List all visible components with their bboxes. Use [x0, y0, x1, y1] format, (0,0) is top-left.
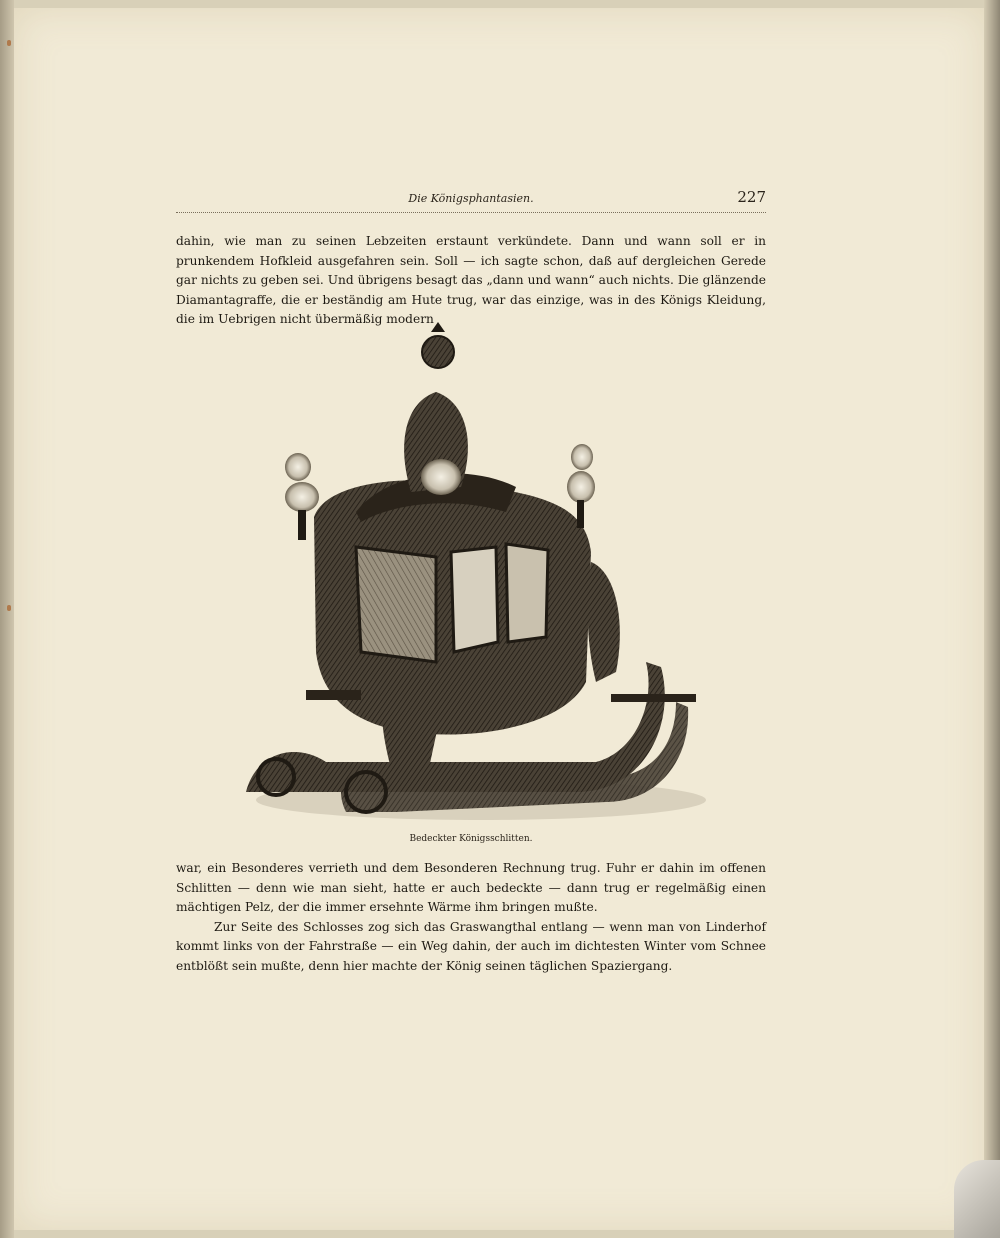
paragraph: dahin, wie man zu seinen Lebzeiten erstaunt verkündete. Dann und wann soll er in prunkendem Hofkleid ausgefahren sein. Soll — ich sagte schon, daß auf dergleichen Gerede gar nichts zu geben sei. Und übrigens besagt das „dann und wann“ auch nichts. Die glänzende Diamantagraffe, die er beständig am Hute trug, war das einzige, was in des Königs Kleidung, die im Uebrigen nicht übermäßig modern — [176, 234, 766, 326]
page-number: 227 — [737, 188, 766, 206]
paragraph: Zur Seite des Schlosses zog sich das Graswangthal entlang — wenn man von Linderhof kommt links von der Fahrstraße — ein Weg dahin, der auch im dichtesten Winter vom Schnee entblößt sein mußte, denn hier machte der König seinen täglichen Spaziergang. — [176, 919, 766, 973]
text-block-top — [176, 232, 766, 330]
binding-edge — [0, 0, 14, 1238]
page-edge-right — [984, 0, 1000, 1238]
figure-caption: Bedeckter Königsschlitten. — [409, 834, 533, 844]
running-head — [176, 188, 766, 213]
text-block-bottom — [176, 859, 766, 976]
sleigh-illustration — [236, 322, 706, 828]
page-corner-curl — [954, 1160, 1000, 1238]
running-title: Die Königsphantasien. — [408, 192, 534, 205]
paragraph: war, ein Besonderes verrieth und dem Besonderen Rechnung trug. Fuhr er dahin im offenen Schlitten — denn wie man sieht, hatte er auch bedeckte — dann trug er regelmäßig einen mächtigen Pelz, der die immer ersehnte Wärme ihm bringen mußte. — [176, 861, 766, 914]
